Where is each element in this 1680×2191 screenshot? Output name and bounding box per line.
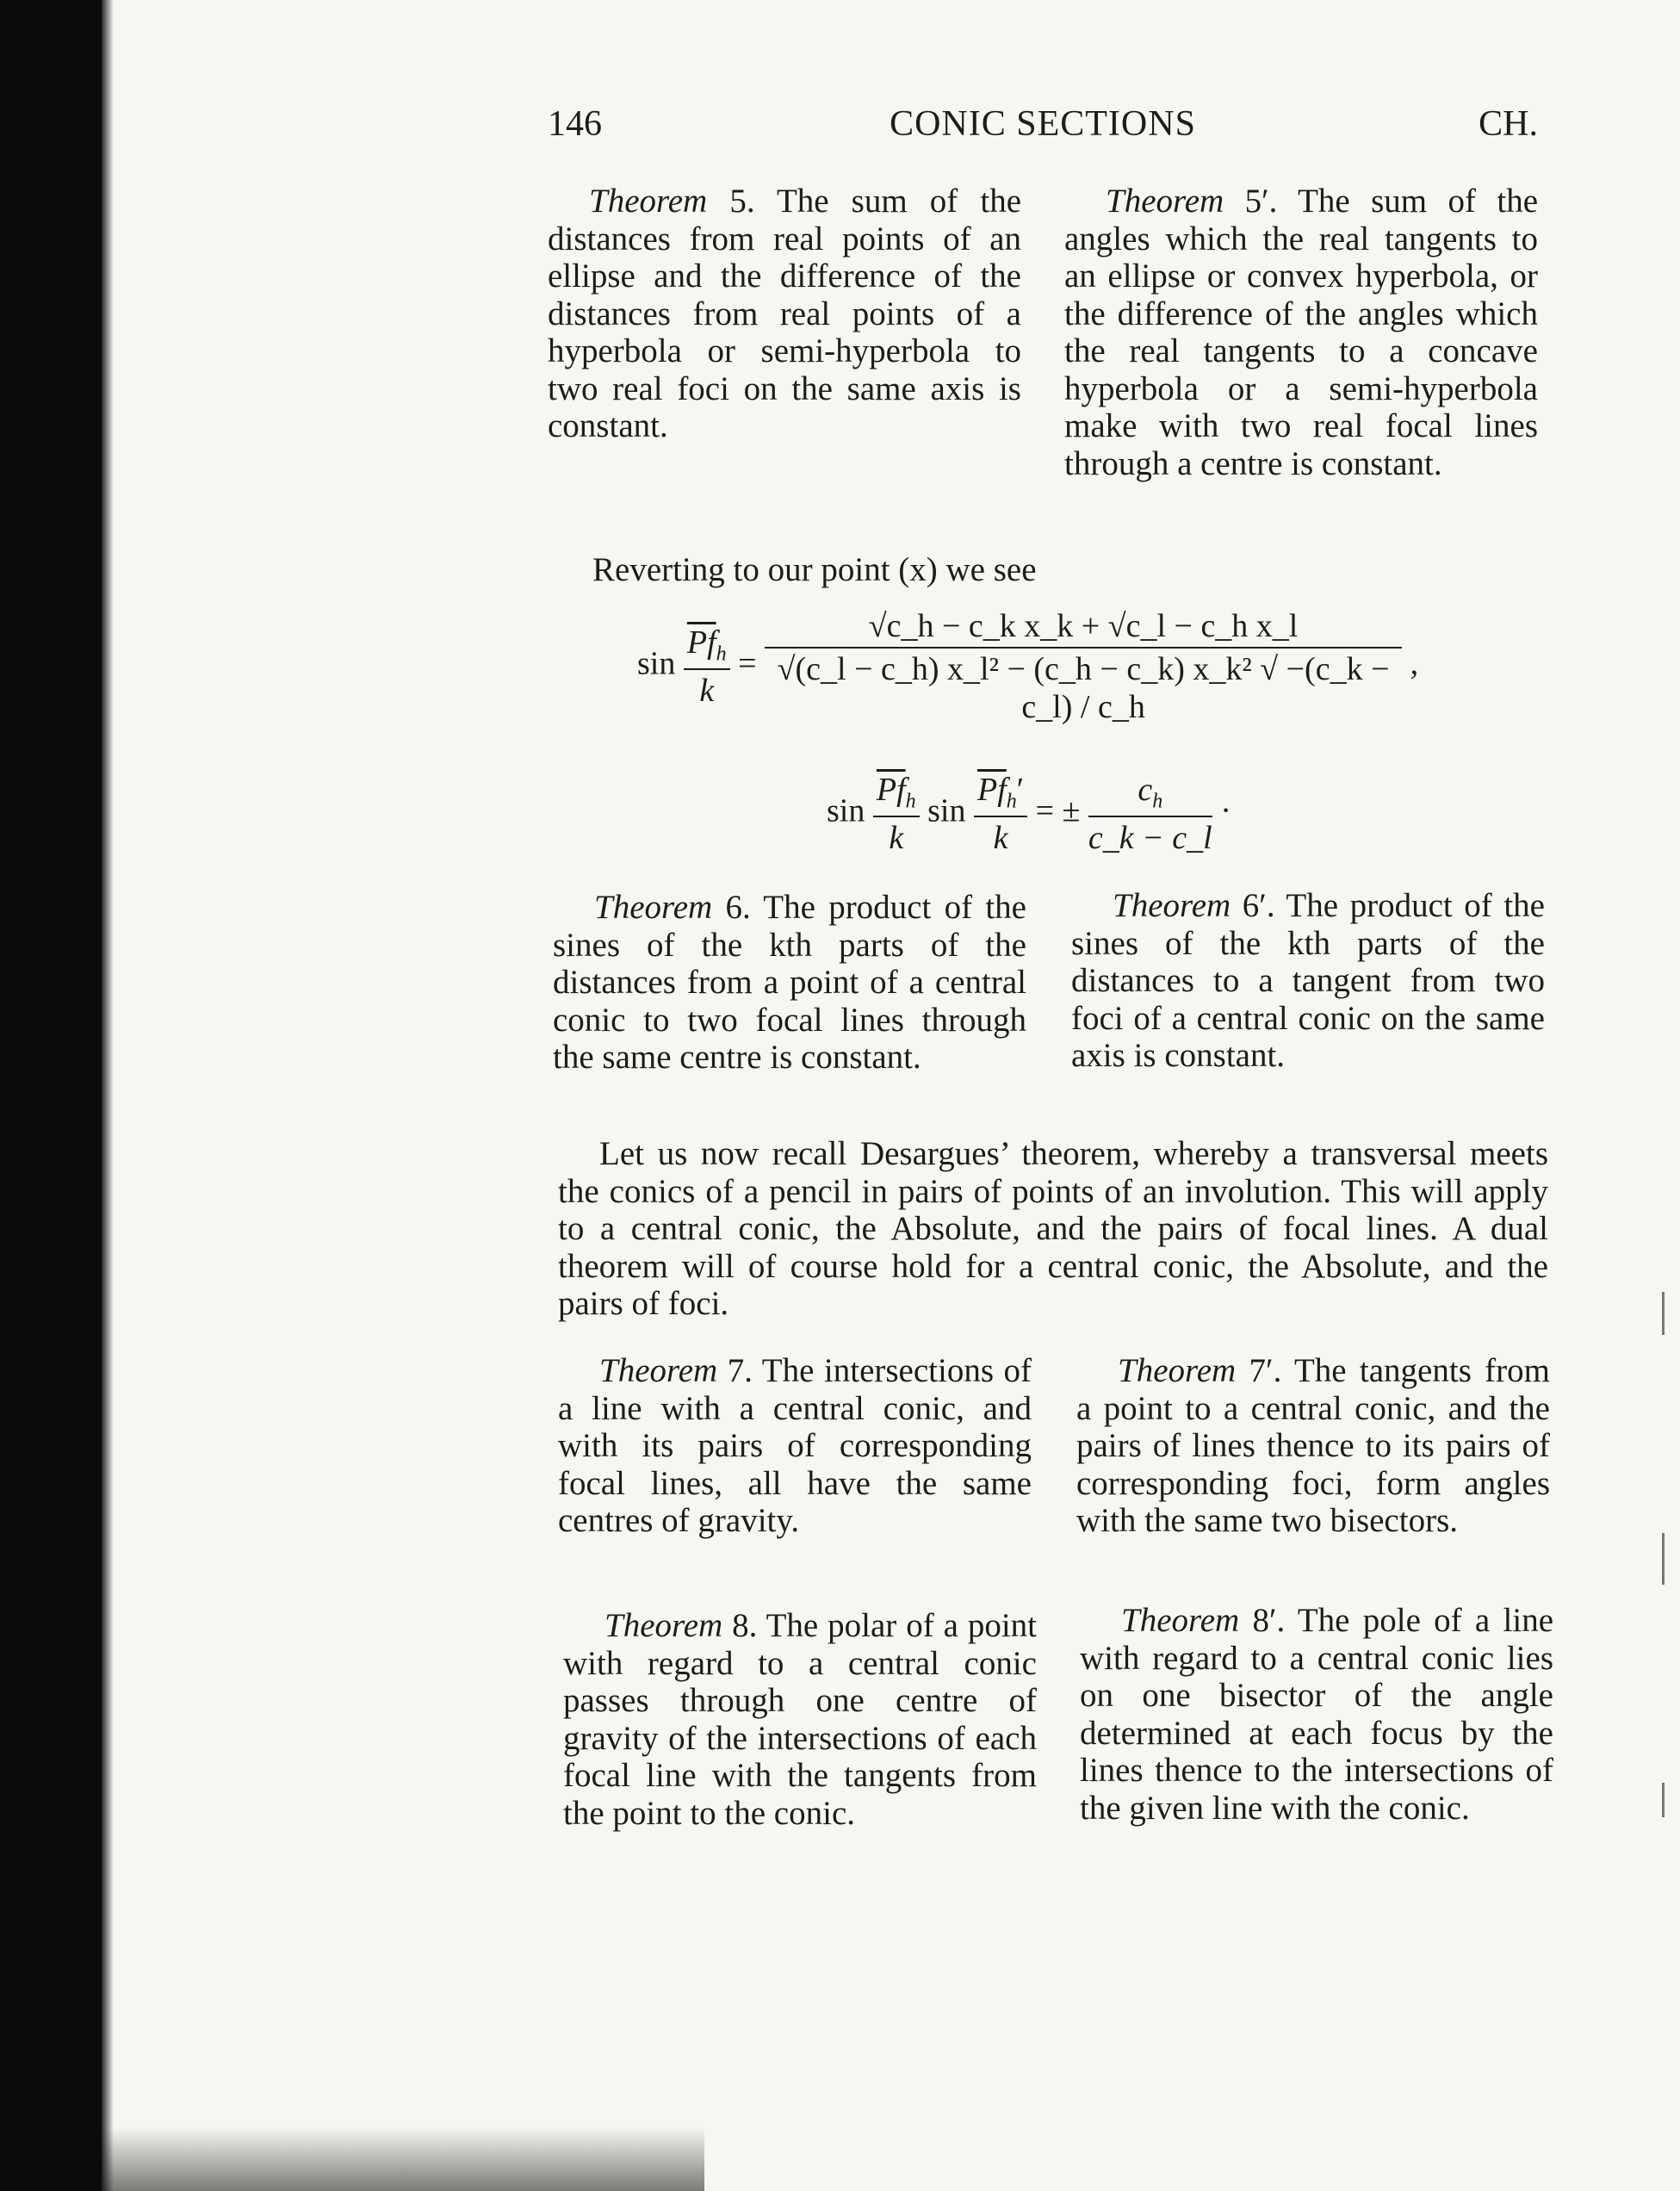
theorem-7: Theorem 7. The intersections of a line with a central conic, and with its pairs of corresponding focal lines, all have the same centres of gravity. xyxy=(558,1352,1032,1539)
spine-gradient xyxy=(102,0,114,2191)
formula-sine-distance: sin $\frac{\overline{Pf}_h}{k}$ = $\frac{\text{√c\_h − c\_k x\_k + √c\_l − c\_h x\_l}}{\text{√(c\_l − c\_h) x\_l² − (c\_h − c\_k) x\_k² √ −(c\_k − c\_l) / c\_h}}$ , xyxy=(637,608,1419,725)
formula-numerator: √c_h − c_k x_k + √c_l − c_h x_l xyxy=(765,607,1402,649)
page-title: CONIC SECTIONS xyxy=(890,104,1196,144)
theorem-8: Theorem 8. The polar of a point with regard to a central conic passes through one centre of gravity of the intersections of each focal line with the tangents from the point to the conic. xyxy=(563,1607,1038,1832)
theorem-8-prime: Theorem 8′. The pole of a line with regard to a central conic lies on one bisector of the angle determined at each focus by the lines thence to the intersections of the given line with the conic. xyxy=(1080,1602,1554,1827)
theorem-5-prime: Theorem 5′. The sum of the angles which the real tangents to an ellipse or convex hyperbola, or the difference of the angles which the real tangents to a concave hyperbola or a semi-hyperbola make with two real focal lines through a centre is constant. xyxy=(1064,183,1539,482)
margin-mark xyxy=(1662,1292,1665,1335)
chapter-label: CH. xyxy=(1479,104,1538,144)
page-bottom-shadow xyxy=(102,2127,704,2191)
theorem-6-prime: Theorem 6′. The product of the sines of the kth parts of the distances to a tangent from two foci of a central conic on the same axis is constant. xyxy=(1071,887,1545,1074)
margin-mark xyxy=(1662,1783,1665,1817)
theorem-6: Theorem 6. The product of the sines of the kth parts of the distances from a point of a central conic to two focal lines through the same centre is constant. xyxy=(553,889,1026,1076)
page-number: 146 xyxy=(548,104,602,144)
formula-denominator: √(c_l − c_h) x_l² − (c_h − c_k) x_k² √ −(c_k − c_l) / c_h xyxy=(777,651,1390,725)
desargues-paragraph: Let us now recall Desargues’ theorem, whereby a transversal meets the conics of a pencil in pairs of points of an involution. This will apply to a central conic, the Absolute, and the pairs of focal lines. A dual theorem will of course hold for a central conic, the Absolute, and the pairs of foci. xyxy=(558,1135,1548,1322)
running-header xyxy=(548,103,1538,155)
reverting-sentence: Reverting to our point (x) we see xyxy=(592,551,1037,588)
book-spine-shadow xyxy=(0,0,102,2191)
formula-sine-product: sin $\frac{\overline{Pf}_h}{k}$ sin $\frac{\overline{Pf}_h'}{k}$ = ± $\frac{c_h}{c\_k - c\_l}$ · xyxy=(827,772,1231,856)
theorem-7-prime: Theorem 7′. The tangents from a point to a central conic, and the pairs of lines thence to its pairs of corresponding foci, form angles with the same two bisectors. xyxy=(1076,1352,1550,1539)
theorem-5: Theorem 5. The sum of the distances from real points of an ellipse and the difference of the distances from real points of a hyperbola or semi-hyperbola to two real foci on the same axis is constant. xyxy=(548,183,1021,444)
margin-mark xyxy=(1662,1533,1665,1585)
